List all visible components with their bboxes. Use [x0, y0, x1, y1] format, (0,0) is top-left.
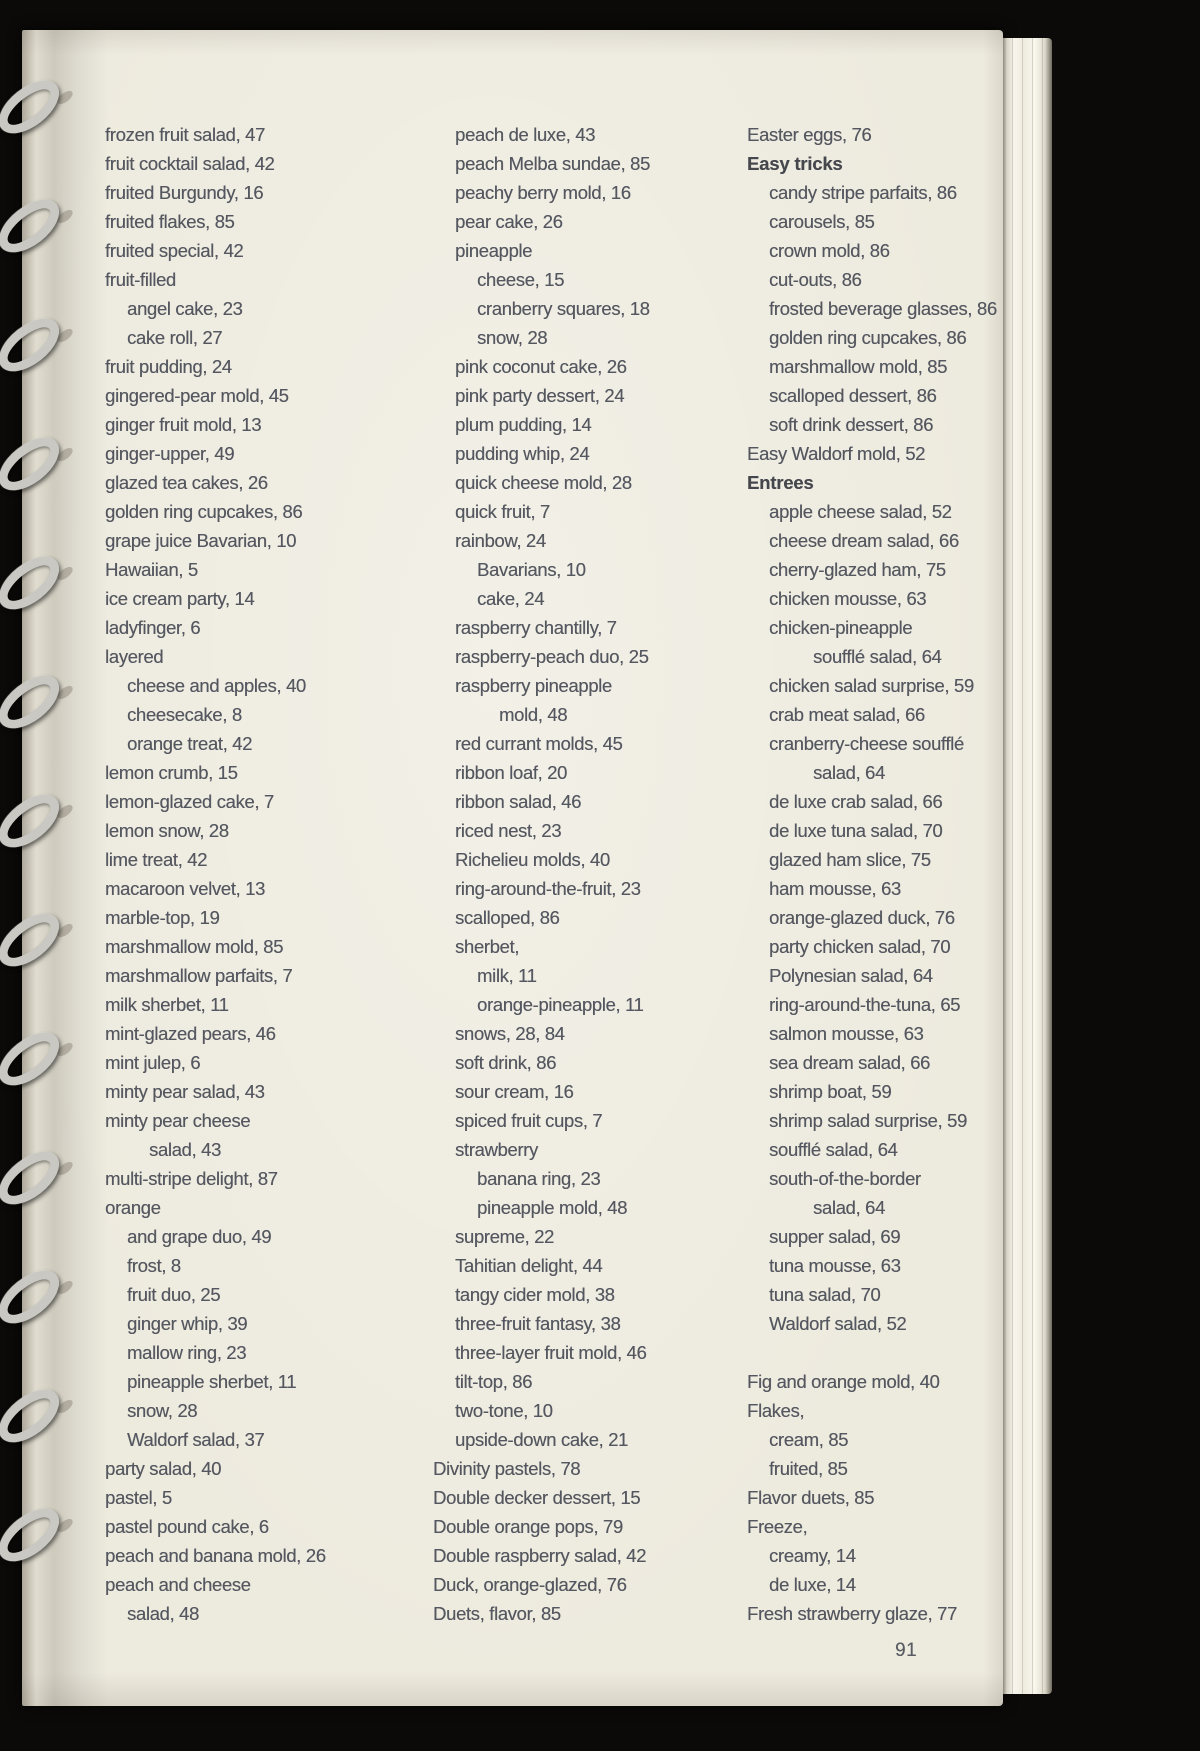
index-entry: soft drink dessert, 86 — [769, 414, 934, 435]
index-entry: pink coconut cake, 26 — [455, 356, 627, 377]
index-entry: marshmallow mold, 85 — [105, 936, 284, 957]
index-entry: sea dream salad, 66 — [769, 1052, 930, 1073]
index-column-3 — [747, 120, 997, 1628]
index-entry: lemon snow, 28 — [105, 820, 229, 841]
index-entry: shrimp boat, 59 — [769, 1081, 892, 1102]
index-entry: salad, 64 — [813, 762, 885, 783]
index-entry: Flakes, — [747, 1400, 805, 1421]
index-entry: pink party dessert, 24 — [455, 385, 625, 406]
index-entry: peach and cheese — [105, 1574, 251, 1595]
index-entry: soft drink, 86 — [455, 1052, 557, 1073]
index-entry: salad, 43 — [149, 1139, 221, 1160]
index-entry: peachy berry mold, 16 — [455, 182, 631, 203]
index-entry: fruited flakes, 85 — [105, 211, 235, 232]
index-entry: mold, 48 — [499, 704, 568, 725]
spiral-coil-icon — [0, 308, 68, 381]
index-column-1 — [105, 120, 326, 1628]
index-entry: cheesecake, 8 — [127, 704, 242, 725]
index-entry: milk sherbet, 11 — [105, 994, 229, 1015]
index-entry: cake, 24 — [477, 588, 545, 609]
index-entry: cheese dream salad, 66 — [769, 530, 959, 551]
index-entry: pineapple — [455, 240, 533, 261]
index-entry: glazed ham slice, 75 — [769, 849, 931, 870]
index-entry: marshmallow parfaits, 7 — [105, 965, 293, 986]
index-entry: three-layer fruit mold, 46 — [455, 1342, 647, 1363]
index-entry: strawberry — [455, 1139, 538, 1160]
index-entry: fruited Burgundy, 16 — [105, 182, 264, 203]
index-entry: cake roll, 27 — [127, 327, 223, 348]
page-stack-edge — [1003, 38, 1052, 1694]
index-entry: ribbon loaf, 20 — [455, 762, 568, 783]
index-entry: de luxe tuna salad, 70 — [769, 820, 943, 841]
index-entry: tuna mousse, 63 — [769, 1255, 901, 1276]
index-entry: snows, 28, 84 — [455, 1023, 565, 1044]
index-entry: quick cheese mold, 28 — [455, 472, 632, 493]
index-entry: ginger-upper, 49 — [105, 443, 235, 464]
index-entry: cranberry squares, 18 — [477, 298, 650, 319]
index-entry: Richelieu molds, 40 — [455, 849, 610, 870]
index-entry: ladyfinger, 6 — [105, 617, 201, 638]
index-entry: two-tone, 10 — [455, 1400, 553, 1421]
index-entry: banana ring, 23 — [477, 1168, 601, 1189]
index-entry: chicken-pineapple — [769, 617, 913, 638]
index-entry: Flavor duets, 85 — [747, 1487, 875, 1508]
index-entry: mallow ring, 23 — [127, 1342, 247, 1363]
index-entry: peach and banana mold, 26 — [105, 1545, 326, 1566]
index-entry: pastel, 5 — [105, 1487, 172, 1508]
index-entry: candy stripe parfaits, 86 — [769, 182, 957, 203]
index-entry: mint julep, 6 — [105, 1052, 201, 1073]
spiral-coil-icon — [0, 1022, 68, 1095]
index-entry: upside-down cake, 21 — [455, 1429, 628, 1450]
index-entry: chicken mousse, 63 — [769, 588, 927, 609]
index-entry: raspberry-peach duo, 25 — [455, 646, 649, 667]
index-entry: salmon mousse, 63 — [769, 1023, 924, 1044]
index-entry: tilt-top, 86 — [455, 1371, 533, 1392]
spiral-coil-icon — [0, 427, 68, 500]
index-entry: cheese, 15 — [477, 269, 565, 290]
index-entry: cut-outs, 86 — [769, 269, 862, 290]
index-entry: Easy tricks — [747, 153, 843, 174]
index-entry: south-of-the-border — [769, 1168, 921, 1189]
index-entry: ice cream party, 14 — [105, 588, 255, 609]
index-entry: frosted beverage glasses, 86 — [769, 298, 997, 319]
index-entry: carousels, 85 — [769, 211, 875, 232]
index-entry: supper salad, 69 — [769, 1226, 901, 1247]
index-entry: ham mousse, 63 — [769, 878, 901, 899]
index-entry: fruit cocktail salad, 42 — [105, 153, 275, 174]
index-entry: marble-top, 19 — [105, 907, 220, 928]
spiral-coil-icon — [0, 784, 68, 857]
index-entry: fruit-filled — [105, 269, 176, 290]
index-entry: de luxe crab salad, 66 — [769, 791, 943, 812]
index-entry: frozen fruit salad, 47 — [105, 124, 265, 145]
index-entry: Tahitian delight, 44 — [455, 1255, 603, 1276]
spiral-coil-icon — [0, 1260, 68, 1333]
index-entry: mint-glazed pears, 46 — [105, 1023, 276, 1044]
index-entry: cherry-glazed ham, 75 — [769, 559, 946, 580]
index-entry: peach de luxe, 43 — [455, 124, 596, 145]
index-entry: Divinity pastels, 78 — [433, 1458, 581, 1479]
index-entry: Double raspberry salad, 42 — [433, 1545, 647, 1566]
index-entry: fruited special, 42 — [105, 240, 244, 261]
index-entry: Duck, orange-glazed, 76 — [433, 1574, 627, 1595]
index-entry: Waldorf salad, 52 — [769, 1313, 907, 1334]
index-entry: sour cream, 16 — [455, 1081, 574, 1102]
index-entry: scalloped, 86 — [455, 907, 560, 928]
index-entry: Entrees — [747, 472, 814, 493]
index-entry: lime treat, 42 — [105, 849, 208, 870]
spiral-coil-icon — [0, 546, 68, 619]
index-entry: Freeze, — [747, 1516, 808, 1537]
index-entry: layered — [105, 646, 164, 667]
index-entry: minty pear cheese — [105, 1110, 251, 1131]
index-entry: golden ring cupcakes, 86 — [769, 327, 967, 348]
index-entry: supreme, 22 — [455, 1226, 554, 1247]
index-entry: Double orange pops, 79 — [433, 1516, 623, 1537]
index-entry: Hawaiian, 5 — [105, 559, 198, 580]
index-entry: party chicken salad, 70 — [769, 936, 951, 957]
index-entry: grape juice Bavarian, 10 — [105, 530, 297, 551]
index-entry: minty pear salad, 43 — [105, 1081, 265, 1102]
index-entry: red currant molds, 45 — [455, 733, 623, 754]
index-entry: cranberry-cheese soufflé — [769, 733, 964, 754]
spiral-coil-icon — [0, 70, 68, 143]
index-entry: snow, 28 — [127, 1400, 198, 1421]
spiral-coil-icon — [0, 1141, 68, 1214]
index-entry: raspberry chantilly, 7 — [455, 617, 617, 638]
index-entry: ginger whip, 39 — [127, 1313, 248, 1334]
index-entry: pastel pound cake, 6 — [105, 1516, 269, 1537]
index-entry: tangy cider mold, 38 — [455, 1284, 615, 1305]
index-entry: party salad, 40 — [105, 1458, 222, 1479]
index-gap — [747, 1338, 997, 1367]
index-entry: and grape duo, 49 — [127, 1226, 272, 1247]
index-entry: Duets, flavor, 85 — [433, 1603, 561, 1624]
index-entry: Waldorf salad, 37 — [127, 1429, 265, 1450]
index-entry: ring-around-the-fruit, 23 — [455, 878, 641, 899]
index-entry: lemon crumb, 15 — [105, 762, 238, 783]
index-entry: Easy Waldorf mold, 52 — [747, 443, 926, 464]
index-entry: fruited, 85 — [769, 1458, 848, 1479]
index-entry: macaroon velvet, 13 — [105, 878, 265, 899]
index-entry: crab meat salad, 66 — [769, 704, 925, 725]
index-entry: cheese and apples, 40 — [127, 675, 306, 696]
index-entry: three-fruit fantasy, 38 — [455, 1313, 621, 1334]
index-entry: golden ring cupcakes, 86 — [105, 501, 303, 522]
index-entry: cream, 85 — [769, 1429, 849, 1450]
index-entry: pear cake, 26 — [455, 211, 563, 232]
index-entry: soufflé salad, 64 — [769, 1139, 898, 1160]
spiral-coil-icon — [0, 1498, 68, 1571]
index-entry: rainbow, 24 — [455, 530, 546, 551]
index-entry: Fresh strawberry glaze, 77 — [747, 1603, 957, 1624]
index-entry: orange treat, 42 — [127, 733, 253, 754]
index-entry: apple cheese salad, 52 — [769, 501, 952, 522]
index-entry: peach Melba sundae, 85 — [455, 153, 650, 174]
index-entry: multi-stripe delight, 87 — [105, 1168, 278, 1189]
index-entry: snow, 28 — [477, 327, 548, 348]
index-entry: orange-pineapple, 11 — [477, 994, 644, 1015]
spiral-coil-icon — [0, 189, 68, 262]
index-entry: angel cake, 23 — [127, 298, 243, 319]
index-entry: chicken salad surprise, 59 — [769, 675, 974, 696]
spiral-coil-icon — [0, 1379, 68, 1452]
book-page — [22, 30, 1003, 1706]
index-entry: ribbon salad, 46 — [455, 791, 582, 812]
index-entry: Bavarians, 10 — [477, 559, 586, 580]
index-entry: lemon-glazed cake, 7 — [105, 791, 274, 812]
index-entry: ring-around-the-tuna, 65 — [769, 994, 961, 1015]
index-entry: plum pudding, 14 — [455, 414, 592, 435]
index-entry: gingered-pear mold, 45 — [105, 385, 289, 406]
index-entry: shrimp salad surprise, 59 — [769, 1110, 967, 1131]
index-entry: frost, 8 — [127, 1255, 181, 1276]
index-entry: crown mold, 86 — [769, 240, 890, 261]
page-number: 91 — [895, 1640, 917, 1661]
index-entry: sherbet, — [455, 936, 520, 957]
index-entry: salad, 64 — [813, 1197, 885, 1218]
index-entry: Easter eggs, 76 — [747, 124, 872, 145]
index-entry: orange-glazed duck, 76 — [769, 907, 955, 928]
index-entry: ginger fruit mold, 13 — [105, 414, 262, 435]
index-column-2 — [433, 120, 650, 1628]
index-entry: marshmallow mold, 85 — [769, 356, 948, 377]
spiral-coil-icon — [0, 665, 68, 738]
index-entry: salad, 48 — [127, 1603, 199, 1624]
index-entry: Fig and orange mold, 40 — [747, 1371, 940, 1392]
index-entry: pineapple mold, 48 — [477, 1197, 628, 1218]
index-entry: spiced fruit cups, 7 — [455, 1110, 603, 1131]
index-entry: fruit pudding, 24 — [105, 356, 232, 377]
index-entry: quick fruit, 7 — [455, 501, 550, 522]
index-entry: tuna salad, 70 — [769, 1284, 881, 1305]
index-entry: Polynesian salad, 64 — [769, 965, 933, 986]
index-entry: orange — [105, 1197, 161, 1218]
index-entry: soufflé salad, 64 — [813, 646, 942, 667]
index-entry: creamy, 14 — [769, 1545, 856, 1566]
index-entry: glazed tea cakes, 26 — [105, 472, 268, 493]
spiral-coil-icon — [0, 903, 68, 976]
index-entry: milk, 11 — [477, 965, 537, 986]
index-entry: fruit duo, 25 — [127, 1284, 221, 1305]
index-entry: riced nest, 23 — [455, 820, 562, 841]
index-entry: raspberry pineapple — [455, 675, 612, 696]
index-entry: Double decker dessert, 15 — [433, 1487, 641, 1508]
index-entry: scalloped dessert, 86 — [769, 385, 937, 406]
index-entry: de luxe, 14 — [769, 1574, 856, 1595]
index-entry: pudding whip, 24 — [455, 443, 590, 464]
index-entry: pineapple sherbet, 11 — [127, 1371, 297, 1392]
spiral-binding — [0, 0, 95, 1751]
